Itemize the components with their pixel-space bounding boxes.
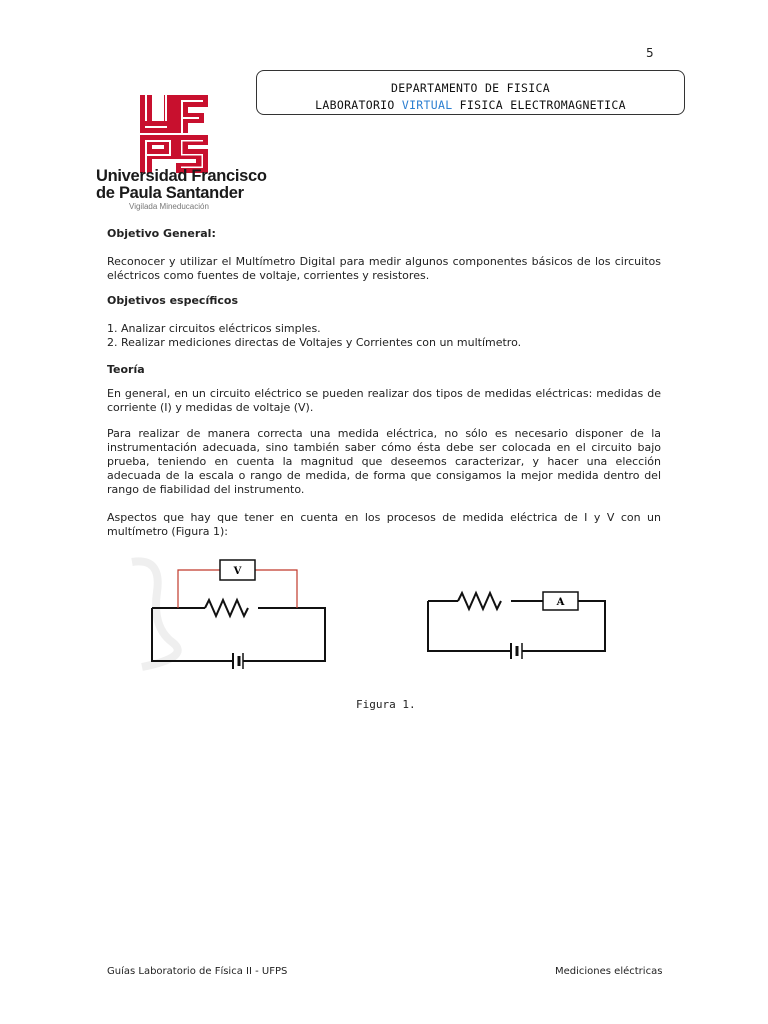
- ammeter-circuit-diagram: [425, 587, 610, 667]
- university-name: [96, 168, 267, 202]
- university-name-line2: de Paula Santander: [96, 184, 244, 202]
- teoria-paragraph-3: Aspectos que hay que tener en cuenta en los procesos de medida eléctrica de I y V con un multímetro (Figura 1):: [107, 511, 661, 538]
- objetivo-item-2: 2. Realizar mediciones directas de Voltajes y Corrientes con un multímetro.: [107, 336, 522, 349]
- department-title: DEPARTAMENTO DE FISICA: [391, 81, 550, 95]
- resistor-symbol: [205, 600, 248, 616]
- resistor-symbol: [458, 593, 501, 609]
- header-box: [256, 70, 685, 115]
- voltmeter-label: V: [233, 566, 242, 577]
- university-name-line1: Universidad Francisco: [96, 167, 267, 185]
- voltmeter-circuit-diagram: [145, 556, 335, 676]
- lab-title-suffix: FISICA ELECTROMAGNETICA: [452, 98, 626, 112]
- footer-left: Guías Laboratorio de Física II - UFPS: [107, 966, 288, 977]
- objetivo-general-heading: Objetivo General:: [107, 227, 216, 240]
- page-number: 5: [646, 46, 654, 60]
- teoria-paragraph-2: Para realizar de manera correcta una medida eléctrica, no sólo es necesario disponer de la instrumentación adecuada, sino también saber cómo ésta debe ser colocada en el circuito bajo prueba, teniendo en cuenta la magnitud que deseemos caracterizar, y hacer una elección adecuada de la escala o rango de medida, de forma que consigamos la mejor medida dentro del rango de fiabilidad del instrumento.: [107, 427, 661, 496]
- figure-caption: Figura 1.: [356, 698, 416, 711]
- teoria-heading: Teoría: [107, 363, 145, 376]
- lab-title-prefix: LABORATORIO: [315, 98, 402, 112]
- objetivos-especificos-heading: Objetivos específicos: [107, 294, 239, 307]
- ufps-logo-mark: [140, 95, 208, 173]
- wire: [243, 608, 325, 661]
- objetivo-general-text: Reconocer y utilizar el Multímetro Digital para medir algunos componentes básicos de los circuitos eléctricos como fuentes de voltaje, corrientes y resistores.: [107, 255, 661, 282]
- vigilada-text: Vigilada Mineducación: [129, 202, 209, 211]
- teoria-paragraph-1: En general, en un circuito eléctrico se pueden realizar dos tipos de medidas eléctricas: medidas de corriente (I) y medidas de voltaje (V).: [107, 387, 661, 414]
- wire: [152, 608, 233, 661]
- lab-title-virtual: VIRTUAL: [401, 98, 453, 112]
- objetivo-item-1: 1. Analizar circuitos eléctricos simples.: [107, 322, 321, 335]
- lab-title: [257, 98, 684, 112]
- footer-right: Mediciones eléctricas: [555, 966, 663, 977]
- ammeter-label: A: [556, 597, 565, 608]
